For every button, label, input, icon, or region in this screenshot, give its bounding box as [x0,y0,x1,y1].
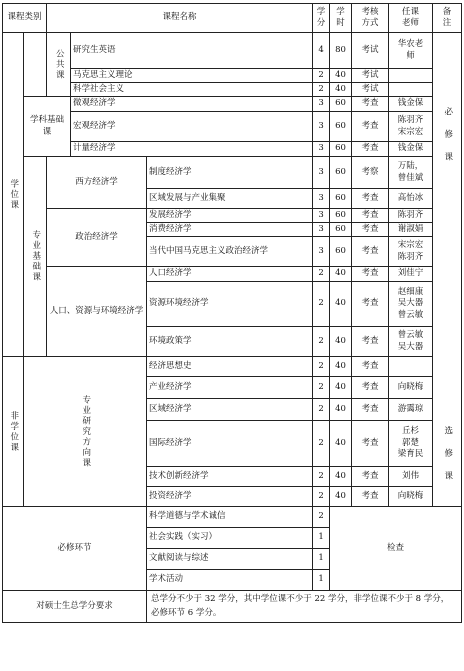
course-name: 环境政策学 [147,327,313,357]
group-western: 西方经济学 [47,157,147,209]
assessment: 考查 [352,421,389,467]
teacher: 向晓梅 [389,487,433,507]
table-row [3,97,462,112]
course-name: 区域发展与产业集聚 [147,189,313,209]
curriculum-table [2,3,462,623]
course-name: 投资经济学 [147,487,313,507]
group-major-basic: 专业基础课 [24,157,47,357]
credits: 2 [313,69,330,83]
curriculum-sheet [2,3,462,623]
teacher: 万陆， 曾佳斌 [389,157,433,189]
credits: 3 [313,223,330,237]
teacher: 陈羽齐 [389,209,433,223]
table-row [3,69,462,83]
course-name: 马克思主义理论 [71,69,313,83]
assessment: 考试 [352,69,389,83]
course-name: 产业经济学 [147,377,313,399]
course-name: 研究生英语 [71,33,313,69]
required-note: 必修课 [442,107,453,175]
assessment: 考察 [352,157,389,189]
course-name: 人口经济学 [147,267,313,282]
header-hours: 学 时 [330,4,352,33]
teacher [389,83,433,97]
teacher: 刘佳宁 [389,267,433,282]
teacher: 游霭琼 [389,399,433,421]
course-name: 宏观经济学 [71,112,313,142]
assessment: 考试 [352,33,389,69]
group-required-section: 必修环节 [3,507,147,591]
group-political: 政治经济学 [47,209,147,267]
assessment: 考查 [352,223,389,237]
total-credit-label: 对硕士生总学分要求 [3,591,147,623]
group-nondegree: 非学位课 [3,357,24,507]
assessment: 考查 [352,267,389,282]
hours: 40 [330,377,352,399]
course-name: 发展经济学 [147,209,313,223]
hours: 60 [330,157,352,189]
credits: 3 [313,209,330,223]
course-name: 微观经济学 [71,97,313,112]
header-credits: 学 分 [313,4,330,33]
credits: 2 [313,507,330,528]
course-name: 文献阅读与综述 [147,549,313,570]
summary-row [3,591,462,623]
assessment: 考查 [352,357,389,377]
assessment: 考查 [352,487,389,507]
course-name: 当代中国马克思主义政治经济学 [147,237,313,267]
assessment: 考查 [352,209,389,223]
table-row [3,142,462,157]
hours: 60 [330,209,352,223]
credits: 3 [313,189,330,209]
credits: 4 [313,33,330,69]
teacher: 华农老 师 [389,33,433,69]
table-row [3,357,462,377]
header-note: 备 注 [433,4,462,33]
table-row [3,267,462,282]
teacher: 宋宗宏 陈羽齐 [389,237,433,267]
hours: 60 [330,189,352,209]
credits: 2 [313,487,330,507]
credits: 2 [313,467,330,487]
assessment: 考查 [352,237,389,267]
hours: 40 [330,421,352,467]
credits: 1 [313,528,330,549]
assessment: 考查 [352,467,389,487]
course-name: 国际经济学 [147,421,313,467]
hours: 40 [330,282,352,327]
total-credit-text: 总学分不少于 32 学分，其中学位课不少于 22 学分，非学位课不少于 8 学分，必修环节 6 学分。 [147,591,462,623]
credits: 3 [313,97,330,112]
group-major-direction: 专业研究方向课 [24,357,147,507]
teacher: 高怡冰 [389,189,433,209]
course-name: 科学社会主义 [71,83,313,97]
assessment: 考试 [352,83,389,97]
hours: 40 [330,267,352,282]
hours: 40 [330,83,352,97]
hours: 40 [330,399,352,421]
table-row [3,157,462,189]
check-cell: 检查 [330,507,462,591]
teacher: 陈羽齐 宋宗宏 [389,112,433,142]
course-name: 制度经济学 [147,157,313,189]
credits: 2 [313,282,330,327]
credits: 2 [313,327,330,357]
hours: 40 [330,327,352,357]
teacher: 谢淑娟 [389,223,433,237]
credits: 2 [313,267,330,282]
hours: 60 [330,142,352,157]
table-row [3,209,462,223]
assessment: 考查 [352,142,389,157]
course-name: 学术活动 [147,570,313,591]
course-name: 社会实践（实习） [147,528,313,549]
teacher: 向晓梅 [389,377,433,399]
teacher: 曾云敏 吴大器 [389,327,433,357]
credits: 3 [313,112,330,142]
assessment: 考查 [352,282,389,327]
teacher [389,357,433,377]
hours: 40 [330,487,352,507]
course-name: 技术创新经济学 [147,467,313,487]
credits: 1 [313,570,330,591]
header-assessment: 考核 方式 [352,4,389,33]
hours: 60 [330,223,352,237]
credits: 3 [313,237,330,267]
teacher: 钱金保 [389,142,433,157]
assessment: 考查 [352,327,389,357]
course-name: 区域经济学 [147,399,313,421]
course-name: 资源环境经济学 [147,282,313,327]
teacher: 丘杉 郭楚 梁育民 [389,421,433,467]
credits: 3 [313,142,330,157]
header-row [3,4,462,33]
table-row [3,33,462,69]
assessment: 考查 [352,399,389,421]
credits: 2 [313,357,330,377]
teacher: 刘伟 [389,467,433,487]
hours: 40 [330,69,352,83]
group-public-label: 公共课 [47,33,71,97]
group-degree: 学位课 [3,33,24,357]
assessment: 考查 [352,377,389,399]
group-public [24,33,47,97]
header-course-name: 课程名称 [47,4,313,33]
credits: 2 [313,399,330,421]
table-row [3,83,462,97]
credits: 3 [313,157,330,189]
teacher: 钱金保 [389,97,433,112]
header-teacher: 任课 老师 [389,4,433,33]
credits: 1 [313,549,330,570]
elective-note: 选修课 [442,425,453,494]
hours: 60 [330,112,352,142]
note-column [433,33,462,507]
hours: 60 [330,97,352,112]
credits: 2 [313,83,330,97]
hours: 40 [330,467,352,487]
assessment: 考查 [352,112,389,142]
hours: 80 [330,33,352,69]
course-name: 科学道德与学术诚信 [147,507,313,528]
teacher: 赵细康 吴大器 曾云敏 [389,282,433,327]
course-name: 计量经济学 [71,142,313,157]
header-category: 课程类别 [3,4,47,33]
table-row [3,507,462,528]
hours: 60 [330,237,352,267]
credits: 2 [313,377,330,399]
group-subject-basic: 学科基础课 [24,97,71,157]
table-row [3,112,462,142]
hours: 40 [330,357,352,377]
assessment: 考查 [352,189,389,209]
course-name: 经济思想史 [147,357,313,377]
assessment: 考查 [352,97,389,112]
teacher [389,69,433,83]
course-name: 消费经济学 [147,223,313,237]
group-population: 人口、资源与环境经济学 [47,267,147,357]
credits: 2 [313,421,330,467]
